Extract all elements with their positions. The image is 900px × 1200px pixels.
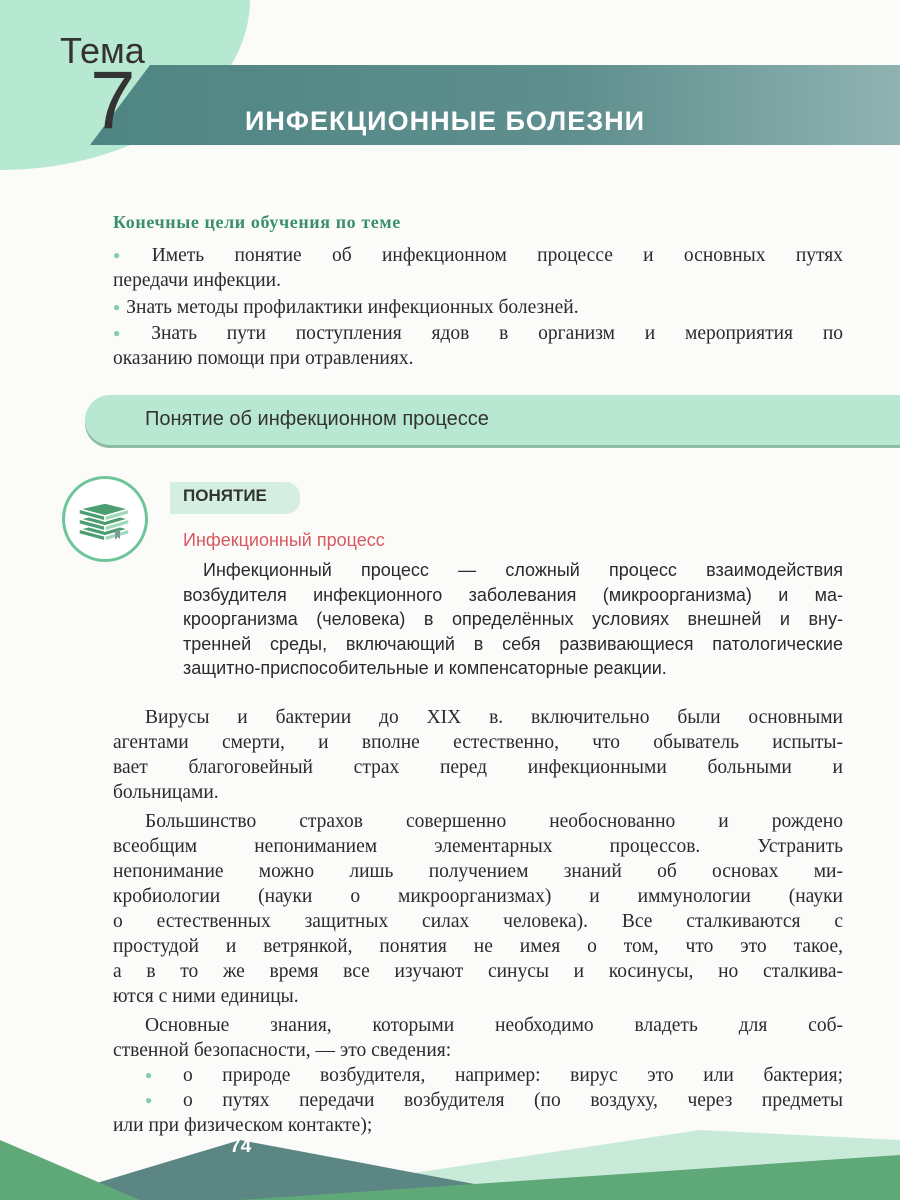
definition-line: возбудителя инфекционного заболевания (микроорганизма) и ма- (183, 584, 843, 605)
definition-line: кроорганизма (человека) в определённых условиях внешней и вну- (183, 609, 843, 629)
goal-text: Знать методы профилактики инфекционных болезней. (126, 297, 579, 318)
footer-decoration (0, 1100, 900, 1200)
body-text-span: агентами смерти, и вполне естественно, что обыватель испыты- (113, 732, 843, 753)
body-line (113, 755, 843, 780)
goal-text: Знать пути поступления ядов в организм и мероприятия по (151, 323, 843, 344)
body-text-span: кробиологии (науки о микроорганизмах) и иммунологии (науки (113, 886, 843, 907)
body-text-span: а в то же время все изучают синусы и косинусы, но сталкива- (113, 961, 843, 982)
page-number: 74 (230, 1136, 252, 1157)
definition-line: защитно-приспособительные и компенсаторные реакции. (183, 658, 667, 678)
topic-number: 7 (90, 55, 136, 146)
body-line (113, 809, 843, 834)
body-text-span: ются с ними единицы. (113, 986, 299, 1007)
bullet-icon: ● (113, 300, 121, 314)
body-text-span: вает благоговейный страх перед инфекционными больными и (113, 757, 843, 778)
bullet-icon: ● (145, 1068, 177, 1082)
goal-text: Иметь понятие об инфекционном процессе и основных путях (151, 245, 843, 266)
body-line (113, 705, 843, 730)
goal-line (113, 242, 843, 268)
body-text-span: Большинство страхов совершенно необоснованно и рождено (145, 811, 843, 832)
body-text-span: больницами. (113, 782, 219, 803)
goal-line (113, 320, 843, 346)
body-line (113, 730, 843, 755)
body-line (113, 1013, 843, 1038)
body-line (113, 780, 843, 805)
body-line (113, 909, 843, 934)
bullet-icon: ● (113, 326, 146, 340)
books-icon (62, 476, 148, 562)
body-line (113, 959, 843, 984)
goal-line (113, 346, 843, 372)
body-line (113, 884, 843, 909)
body-line (113, 859, 843, 884)
goal-text: передачи инфекции. (113, 270, 281, 291)
chapter-title: ИНФЕКЦИОННЫЕ БОЛЕЗНИ (245, 106, 646, 136)
goal-line (113, 294, 843, 320)
body-line (113, 834, 843, 859)
bullet-icon: ● (113, 248, 146, 262)
body-line (113, 984, 843, 1009)
body-line (113, 1038, 843, 1063)
body-text-span: Вирусы и бактерии до XIX в. включительно были основными (145, 707, 843, 728)
body-text-span: о естественных защитных силах человека). Все сталкиваются с (113, 911, 843, 932)
body-text-span: простудой и ветрянкой, понятия не имея о том, что это такое, (113, 936, 843, 957)
concept-term: Инфекционный процесс (183, 530, 385, 550)
concept-tag: ПОНЯТИЕ (183, 486, 267, 505)
body-text-span: или при физическом контакте); (113, 1115, 373, 1136)
goals-heading: Конечные цели обучения по теме (113, 212, 401, 232)
footer-green-left (0, 1140, 140, 1200)
goal-line (113, 268, 843, 294)
section-title: Понятие об инфекционном процессе (145, 408, 489, 430)
definition-line: Инфекционный процесс — сложный процесс взаимодействия (203, 560, 843, 580)
body-line (113, 934, 843, 959)
definition-line: тренней среды, включающий в себя развивающиеся патологические (183, 633, 843, 654)
bullet-icon: ● (145, 1093, 177, 1107)
body-text-span: Основные знания, которыми необходимо владеть для соб- (145, 1015, 843, 1036)
body-text (113, 705, 843, 1138)
body-text-span: ственной безопасности, — это сведения: (113, 1040, 452, 1061)
goals-list (113, 242, 843, 372)
goal-text: оказанию помощи при отравлениях. (113, 348, 414, 369)
concept-definition (183, 558, 843, 681)
body-text-span: непонимание можно лишь получением знаний об основах ми- (113, 861, 843, 882)
topic-label: Тема (60, 30, 145, 71)
body-text-span: о природе возбудителя, например: вирус это или бактерия; (182, 1065, 843, 1086)
body-line (113, 1063, 843, 1088)
body-text-span: всеобщим непониманием элементарных процессов. Устранить (113, 836, 843, 857)
body-text-span: о путях передачи возбудителя (по воздуху, через предметы (182, 1090, 844, 1111)
